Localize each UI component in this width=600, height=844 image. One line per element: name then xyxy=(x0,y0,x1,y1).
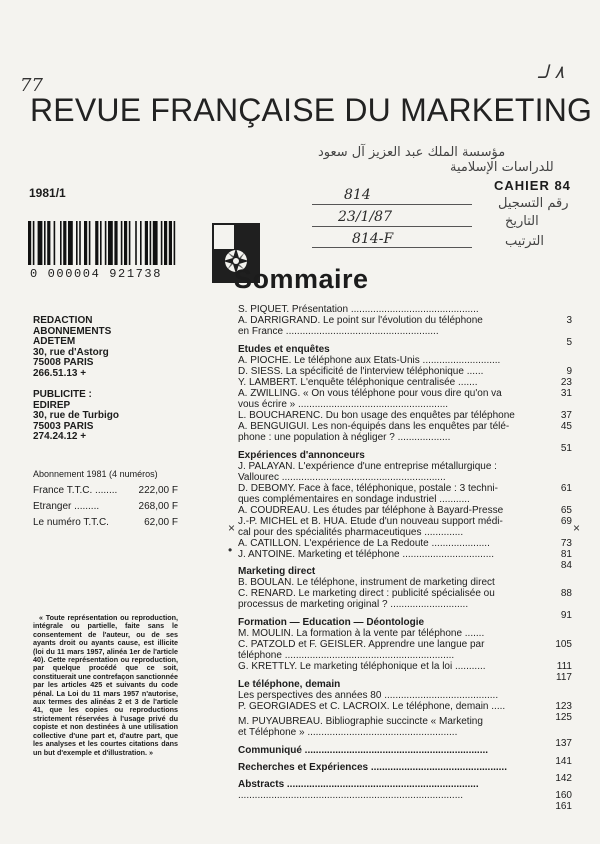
toc-entry xyxy=(238,461,568,472)
toc-entry xyxy=(238,483,568,494)
toc-page-number: 65 xyxy=(560,505,572,516)
toc-entry-text: ................................................................................. xyxy=(238,790,464,801)
price-row xyxy=(33,500,178,513)
barcode-number: 0 000004 921738 xyxy=(30,267,163,281)
toc-entry-text: Abstracts ..................................................................... xyxy=(238,779,479,790)
toc-page-number: 37 xyxy=(560,410,572,421)
barcode-bar xyxy=(89,221,91,265)
barcode-bar xyxy=(129,221,131,265)
arabic-note-5: الترتيب xyxy=(505,234,544,249)
barcode-bar xyxy=(33,221,35,265)
toc-entry-text: A. COUDREAU. Les études par téléphone à Bayard-Presse xyxy=(238,505,504,516)
toc-entry xyxy=(238,639,568,650)
margin-tick: • xyxy=(228,543,233,557)
toc-page-number: 3 xyxy=(566,315,572,326)
abonnement-heading: Abonnement 1981 (4 numéros) xyxy=(33,469,158,479)
barcode-bar xyxy=(108,221,113,265)
toc-entry-text: processus de marketing original ? ............................ xyxy=(238,599,469,610)
toc-page-number: 111 xyxy=(556,661,572,672)
price-label: Etranger ......... xyxy=(33,501,100,512)
barcode-bar xyxy=(63,221,66,265)
toc-entry-text: J. PALAYAN. L'expérience d'une entreprise métallurgique : xyxy=(238,461,497,472)
toc-entry-text: vous écrire » ...................................................... xyxy=(238,399,449,410)
toc-entry xyxy=(238,588,568,599)
redaction-line: 75008 PARIS xyxy=(33,357,94,368)
publicite-line: 75003 PARIS xyxy=(33,420,94,432)
toc-page-number: 51 xyxy=(560,443,572,454)
toc-section-heading: Le téléphone, demain xyxy=(238,679,341,690)
toc-entry-text: téléphone ............................................................. xyxy=(238,650,455,661)
arabic-note-3: رقم التسجيل xyxy=(498,196,569,211)
issue-number: 1981/1 xyxy=(29,186,66,200)
barcode-bar xyxy=(38,221,43,265)
toc-entry-text: et Téléphone » ...................................................... xyxy=(238,727,458,738)
toc-page-number: 45 xyxy=(560,421,572,432)
toc-entry-text: C. PATZOLD et F. GEISLER. Apprendre une langue par xyxy=(238,639,485,650)
toc-page-number: 125 xyxy=(555,712,572,723)
price-value: 62,00 F xyxy=(144,517,178,528)
register-line xyxy=(312,247,472,248)
toc-page-number: 88 xyxy=(560,588,572,599)
toc-page-number: 5 xyxy=(566,337,572,348)
publicite-line: 30, rue de Turbigo xyxy=(33,410,119,421)
legal-text: « Toute représentation ou reproduction, intégrale ou partielle, faite sans le consentement de l'auteur, ou de ses ayants droit ou ayants cause, est illicite (loi du 11 mars 1957, alinéa 1er de l'article 40). Cette représentation ou reproduction, par quelque procédé que ce soit, constituerait une contrefaçon sanctionnée par les articles 425 et suivants du code pénal. La Loi du 11 mars 1957 n'autorise, aux termes des alinéas 2 et 3 de l'article 41, que les copies ou reproductions strictement réservées à l'usage privé du copiste et non destinées à une utilisation collective d'une part et, d'autre part, que les analyses et les courtes citations dans un but d'exemple et d'illustration. » xyxy=(33,613,178,757)
arabic-note-2: للدراسات الإسلامية xyxy=(450,160,554,175)
toc-entry-text: P. GEORGIADES et C. LACROIX. Le téléphone, demain ..... xyxy=(238,701,506,712)
toc-section-heading: Expériences d'annonceurs xyxy=(238,450,365,461)
price-value: 268,00 F xyxy=(138,501,178,512)
register-line xyxy=(312,204,472,205)
barcode-bar xyxy=(150,221,152,265)
redaction-line: REDACTION xyxy=(33,315,93,326)
redaction-line: 266.51.13 + xyxy=(33,367,87,379)
publicite-line: EDIREP xyxy=(33,399,71,411)
toc-page-number: 105 xyxy=(555,639,572,650)
toc-entry-text: B. BOULAN. Le téléphone, instrument de marketing direct xyxy=(238,577,495,588)
barcode-bar xyxy=(124,221,127,265)
toc-page-number: 31 xyxy=(560,388,572,399)
toc-page-number: 9 xyxy=(566,366,572,377)
toc-page-number: 160 xyxy=(555,790,572,801)
barcode-bar xyxy=(164,221,167,265)
toc-entry xyxy=(238,315,568,326)
toc-entry xyxy=(238,716,568,727)
redaction-line: 30, rue d'Astorg xyxy=(33,346,109,358)
handwritten-number: 77 xyxy=(20,75,43,96)
toc-entry-text: Les perspectives des années 80 ......................................... xyxy=(238,690,499,701)
toc-entry-text: Recherches et Expériences ................................................. xyxy=(238,762,507,773)
toc-entry xyxy=(238,388,568,399)
barcode xyxy=(28,221,222,265)
toc-section-heading: Formation — Education — Déontologie xyxy=(238,617,425,628)
toc-entry-text: A. DARRIGRAND. Le point sur l'évolution du téléphone xyxy=(238,315,483,326)
toc-entry-text: A. PIOCHE. Le téléphone aux Etats-Unis ............................ xyxy=(238,355,501,366)
barcode-bar xyxy=(95,221,98,265)
toc-entry xyxy=(238,661,572,683)
toc-entry-text: phone : une population à négliger ? ................... xyxy=(238,432,451,443)
toc-page-number: 61 xyxy=(560,483,572,494)
toc-entry xyxy=(238,762,572,784)
toc-page-number: 84 xyxy=(560,560,572,571)
arabic-note-4: التاريخ xyxy=(505,214,539,229)
price-value: 222,00 F xyxy=(138,485,178,496)
toc-section-heading: Etudes et enquêtes xyxy=(238,344,330,355)
sommaire-title: Sommaire xyxy=(234,264,369,294)
barcode-bar xyxy=(76,221,78,265)
toc-entry-text: A. BENGUIGUI. Les non-équipés dans les enquêtes par télé- xyxy=(238,421,510,432)
toc-entry-text: en France ....................................................... xyxy=(238,326,439,337)
register-number: 814 xyxy=(344,187,371,203)
redaction-line: ABONNEMENTS xyxy=(33,325,112,337)
table-of-contents xyxy=(238,304,572,812)
toc-entry-text: Vallourec ........................................................... xyxy=(238,472,446,483)
register-date: 23/1/87 xyxy=(338,209,392,225)
barcode-bar xyxy=(140,221,142,265)
cahier-number: CAHIER 84 xyxy=(494,178,571,193)
barcode-bar xyxy=(84,221,87,265)
barcode-bar xyxy=(79,221,81,265)
barcode-bar xyxy=(100,221,102,265)
toc-entry-text: C. RENARD. Le marketing direct : publicité spécialisée ou xyxy=(238,588,495,599)
toc-entry-text: D. SIESS. La spécificité de l'interview téléphonique ...... xyxy=(238,366,484,377)
legal-notice xyxy=(33,614,178,757)
toc-entry-text: cal pour des spécialités pharmaceutiques .............. xyxy=(238,527,464,538)
barcode-bar xyxy=(105,221,107,265)
toc-entry xyxy=(238,779,572,801)
toc-entry-text: S. PIQUET. Présentation .............................................. xyxy=(238,304,479,315)
toc-page-number: 123 xyxy=(555,701,572,712)
toc-entry xyxy=(238,727,572,749)
toc-entry-text: M. PUYAUBREAU. Bibliographie succincte « Marketing xyxy=(238,716,483,727)
toc-entry xyxy=(238,790,572,812)
toc-page-number: 141 xyxy=(555,756,572,767)
register-class: 814-F xyxy=(352,231,394,247)
price-label: Le numéro T.T.C. xyxy=(33,517,109,528)
toc-page-number: 117 xyxy=(556,672,572,683)
toc-page-number: 69 xyxy=(560,516,572,527)
barcode-bar xyxy=(47,221,50,265)
barcode-bar xyxy=(68,221,73,265)
toc-entry-text: Y. LAMBERT. L'enquête téléphonique centralisée ....... xyxy=(238,377,478,388)
toc-page-number: 73 xyxy=(560,538,572,549)
handwritten-mark: ٨ لـ xyxy=(538,62,565,83)
barcode-bar xyxy=(60,221,62,265)
price-row xyxy=(33,484,178,497)
barcode-bar xyxy=(114,221,117,265)
toc-entry xyxy=(238,599,572,621)
toc-page-number: 81 xyxy=(560,549,572,560)
barcode-bar xyxy=(161,221,163,265)
toc-entry xyxy=(238,745,572,767)
barcode-bar xyxy=(174,221,176,265)
toc-entry xyxy=(238,326,572,348)
toc-entry xyxy=(238,421,568,432)
toc-page-number: 137 xyxy=(555,738,572,749)
publicite-line: 274.24.12 + xyxy=(33,431,87,442)
toc-entry xyxy=(238,432,572,454)
margin-cross: × xyxy=(228,521,236,535)
barcode-bar xyxy=(121,221,123,265)
toc-entry-text: D. DEBOMY. Face à face, téléphonique, postale : 3 techni- xyxy=(238,483,498,494)
toc-page-number: 23 xyxy=(560,377,572,388)
toc-entry-text: A. CATILLON. L'expérience de La Redoute ..................... xyxy=(238,538,490,549)
toc-entry-text: ques complémentaires en sondage industriel ........... xyxy=(238,494,470,505)
toc-entry xyxy=(238,516,568,527)
toc-entry-text: J.-P. MICHEL et B. HUA. Etude d'un nouveau support médi- xyxy=(238,516,503,527)
toc-entry-text: Communiqué .................................................................. xyxy=(238,745,489,756)
toc-entry-text: G. KRETTLY. Le marketing téléphonique et la loi ........... xyxy=(238,661,486,672)
barcode-bar xyxy=(44,221,46,265)
barcode-bar xyxy=(28,221,31,265)
publicite-line: PUBLICITE : xyxy=(33,389,92,400)
toc-entry xyxy=(238,549,572,571)
margin-cross-right: × xyxy=(573,521,581,535)
toc-entry-text: M. MOULIN. La formation à la vente par téléphone ....... xyxy=(238,628,485,639)
toc-page-number: 142 xyxy=(555,773,572,784)
toc-entry-text: J. ANTOINE. Marketing et téléphone ................................. xyxy=(238,549,495,560)
journal-title: REVUE FRANÇAISE DU MARKETING xyxy=(30,92,593,128)
barcode-bar xyxy=(153,221,158,265)
price-label: France T.T.C. ........ xyxy=(33,485,118,496)
price-row xyxy=(33,516,178,529)
barcode-bar xyxy=(54,221,56,265)
barcode-bar xyxy=(135,221,137,265)
register-line xyxy=(312,226,472,227)
toc-entry-text: L. BOUCHARENC. Du bon usage des enquêtes par téléphone xyxy=(238,410,515,421)
toc-page-number: 161 xyxy=(555,801,572,812)
arabic-note-1: مؤسسة الملك عبد العزيز آل سعود xyxy=(318,145,506,160)
barcode-bar xyxy=(145,221,148,265)
toc-section-heading: Marketing direct xyxy=(238,566,316,577)
toc-entry-text: A. ZWILLING. « On vous téléphone pour vous dire qu'on va xyxy=(238,388,502,399)
toc-page-number: 91 xyxy=(560,610,572,621)
barcode-bar xyxy=(169,221,172,265)
redaction-line: ADETEM xyxy=(33,336,76,347)
